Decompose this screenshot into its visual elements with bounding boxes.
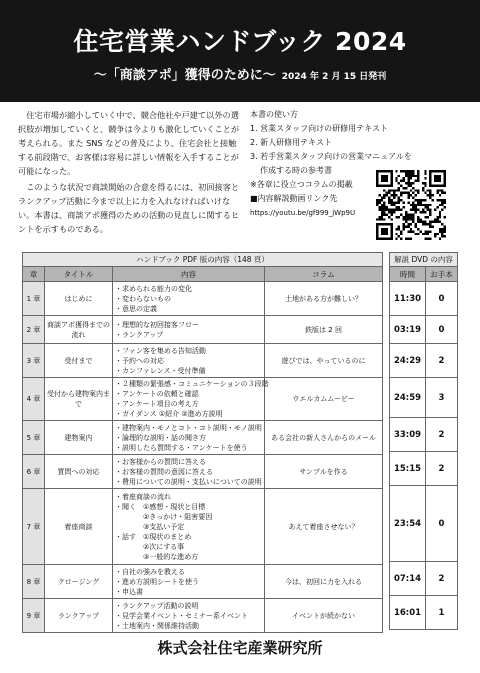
content-item: ・話す ①現状のまとめ — [115, 532, 192, 541]
publish-date: 2024 年 2 月 15 日発刊 — [281, 72, 387, 82]
column-header: 内容 — [113, 267, 265, 282]
chapter-number: 7 章 — [23, 489, 45, 565]
table-row — [23, 378, 383, 421]
table-row — [23, 489, 383, 565]
table-row — [23, 282, 383, 316]
content-item: ・理想的な初回接客フロー — [115, 320, 199, 329]
chapter-number: 5 章 — [23, 421, 45, 455]
content-item: ③支払い予定 — [143, 522, 185, 531]
content-item: ・土地案内・関係維持活動 — [115, 621, 199, 630]
content-item: ・カンファレンス・受付準備 — [115, 366, 206, 375]
sample-count: 1 — [426, 596, 458, 630]
chapter-column: ある会社の新人さんからのメール — [265, 421, 383, 455]
sample-count: 0 — [426, 486, 458, 562]
qr-code-icon[interactable] — [376, 170, 446, 240]
chapter-column: サンプルを作る — [265, 455, 383, 489]
chapter-contents — [113, 455, 265, 489]
table-row — [23, 344, 383, 378]
chapter-number: 4 章 — [23, 378, 45, 421]
chapter-contents — [113, 378, 269, 421]
content-item: ・意思の定義 — [115, 304, 157, 313]
table-row — [390, 418, 458, 452]
content-item: ・ランクアップ — [115, 330, 164, 339]
intro-text — [18, 108, 240, 238]
chapter-column: イベントが続かない — [265, 599, 383, 633]
content-item: ・自社の強みを教える — [115, 567, 185, 576]
contents-table — [22, 252, 383, 633]
content-item: ・お客様からの質問に答える — [115, 457, 206, 466]
table-row — [390, 452, 458, 486]
content-item: ・２種類の緊張感・コミュニケーションの３段階 — [115, 380, 269, 388]
content-item: ・お客様の質問の意図に答える — [115, 467, 213, 476]
video-time: 16:01 — [390, 596, 426, 630]
video-time: 23:54 — [390, 486, 426, 562]
video-time: 24:29 — [390, 344, 426, 378]
usage-item: 2. 新人研修用テキスト — [250, 138, 333, 147]
chapter-title: ランクアップ — [45, 599, 113, 633]
chapter-title: 受付から建物案内まで — [45, 378, 113, 421]
publisher-name: 株式会社住宅産業研究所 — [157, 639, 323, 657]
sample-count: 2 — [426, 562, 458, 596]
intro-paragraph-1: 住宅市場が縮小していく中で、競合他社や戸建て以外の選択肢が増加していくと、競争は今よりも激化していくことが考えられる。また SNS などの普及により、住宅会社と接触する前段階で、お客様は容易に詳しい情報を入手することが可能になった。 — [18, 110, 240, 176]
table-row — [390, 282, 458, 316]
sample-count: 0 — [426, 282, 458, 316]
content-item: ・聞く ①感想・現状と目標 — [115, 502, 206, 511]
column-header: 時間 — [390, 267, 426, 282]
table-row — [390, 562, 458, 596]
chapter-title: クロージング — [45, 565, 113, 599]
sample-count: 2 — [426, 418, 458, 452]
subtitle-text: ～「商談アポ」獲得のために～ — [93, 68, 276, 83]
chapter-title: 着座商談 — [45, 489, 113, 565]
column-header: タイトル — [45, 267, 113, 282]
chapter-column: 鉄版は 2 回 — [265, 316, 383, 344]
content-item: ・ガイダンス ①紹介 ②進め方説明 — [115, 410, 223, 418]
chapter-column: 今は、初回に力を入れる — [265, 565, 383, 599]
chapter-column: 遊びでは、やっているのに — [265, 344, 383, 378]
chapter-contents — [113, 599, 265, 633]
content-item: ・申込書 — [115, 587, 143, 596]
column-header: 章 — [23, 267, 45, 282]
content-item: ②次にする事 — [143, 542, 185, 551]
content-item: ・アンケートの依頼と確認 — [115, 390, 199, 398]
chapter-column: 土地がある方が難しい？ — [265, 282, 383, 316]
table-row — [390, 378, 458, 418]
table-row — [23, 316, 383, 344]
content-item: ・見学会業イベント・セミナー系イベント — [115, 611, 248, 620]
page-subtitle — [0, 64, 480, 83]
video-time: 33:09 — [390, 418, 426, 452]
content-item: ・着座商談の流れ — [115, 492, 171, 501]
content-item: ・費用についての説明・支払いについての説明 — [115, 477, 262, 486]
chapter-number: 3 章 — [23, 344, 45, 378]
dvd-table — [389, 252, 458, 630]
sample-count: 2 — [426, 452, 458, 486]
content-item: ・論理的な説明・話の聞き方 — [115, 433, 206, 442]
chapter-column: ウエルカムムービー — [265, 378, 383, 421]
video-link-label: ■内容解説動画リンク先 — [250, 194, 338, 203]
dvd-table-caption: 解説 DVD の内容 — [390, 253, 458, 267]
intro-paragraph-2: このような状況で商談開始の合意を得るには、初回接客とランクアップ活動に今まで以上に力を入れなければいけない。本書は、商談アポ獲得のための活動の見直しに関するヒントを示すものである。 — [18, 182, 240, 234]
header-banner — [0, 0, 480, 102]
content-item: ③一般的な進め方 — [143, 552, 199, 561]
usage-title: 本書の使い方 — [250, 110, 298, 119]
video-time: 11:30 — [390, 282, 426, 316]
content-item: ・説明したら質問する・アンケートを使う — [115, 443, 248, 452]
table-row — [390, 316, 458, 344]
usage-note: ※各章に役立つコラムの掲載 — [250, 180, 353, 189]
chapter-title: 建物案内 — [45, 421, 113, 455]
chapter-number: 9 章 — [23, 599, 45, 633]
chapter-contents — [113, 489, 265, 565]
chapter-contents — [113, 316, 265, 344]
table-row — [23, 565, 383, 599]
column-header: お手本 — [426, 267, 458, 282]
table-row — [390, 486, 458, 562]
column-header: コラム — [265, 267, 383, 282]
sample-count: 3 — [426, 378, 458, 418]
chapter-contents — [113, 421, 265, 455]
chapter-contents — [113, 565, 265, 599]
chapter-number: 1 章 — [23, 282, 45, 316]
content-item: ・予約への対応 — [115, 356, 164, 365]
content-item: ・求められる能力の変化 — [115, 284, 192, 293]
sample-count: 0 — [426, 316, 458, 344]
content-item: ・アンケート項目の考え方 — [115, 400, 199, 408]
usage-item: 作成する時の参考書 — [260, 166, 332, 175]
chapter-title: 質問への対応 — [45, 455, 113, 489]
video-time: 24:59 — [390, 378, 426, 418]
video-time: 15:15 — [390, 452, 426, 486]
chapter-contents — [113, 282, 265, 316]
chapter-column: あえて着座させない？ — [265, 489, 383, 565]
table-row — [23, 421, 383, 455]
content-item: ・建物案内・モノとコト・コト説明・モノ説明 — [115, 423, 262, 432]
video-link-url[interactable]: https://youtu.be/gf999_jWp9U — [250, 209, 356, 217]
usage-item: 3. 若手営業スタッフ向けの営業マニュアルを — [250, 152, 412, 161]
video-time: 03:19 — [390, 316, 426, 344]
chapter-contents — [113, 344, 265, 378]
content-item: ・ファン客を集める告知活動 — [115, 346, 206, 355]
table-row — [23, 455, 383, 489]
chapter-title: 商談アポ獲得までの流れ — [45, 316, 113, 344]
chapter-title: 受付まで — [45, 344, 113, 378]
chapter-title: はじめに — [45, 282, 113, 316]
table-row — [390, 596, 458, 630]
usage-section — [250, 108, 412, 220]
chapter-number: 6 章 — [23, 455, 45, 489]
content-item: ・変わらないもの — [115, 294, 171, 303]
table-row — [23, 599, 383, 633]
content-item: ・進め方説明シートを使う — [115, 577, 199, 586]
chapter-number: 8 章 — [23, 565, 45, 599]
table-row — [390, 344, 458, 378]
contents-table-caption: ハンドブック PDF 版の内容（148 頁） — [23, 253, 383, 267]
sample-count: 2 — [426, 344, 458, 378]
content-item: ・ランクアップ活動の説明 — [115, 601, 199, 610]
video-time: 07:14 — [390, 562, 426, 596]
content-item: ②きっかけ・阻害要因 — [143, 512, 213, 521]
usage-item: 1. 営業スタッフ向けの研修用テキスト — [250, 124, 389, 133]
chapter-number: 2 章 — [23, 316, 45, 344]
page-title: 住宅営業ハンドブック 2024 — [73, 27, 407, 56]
